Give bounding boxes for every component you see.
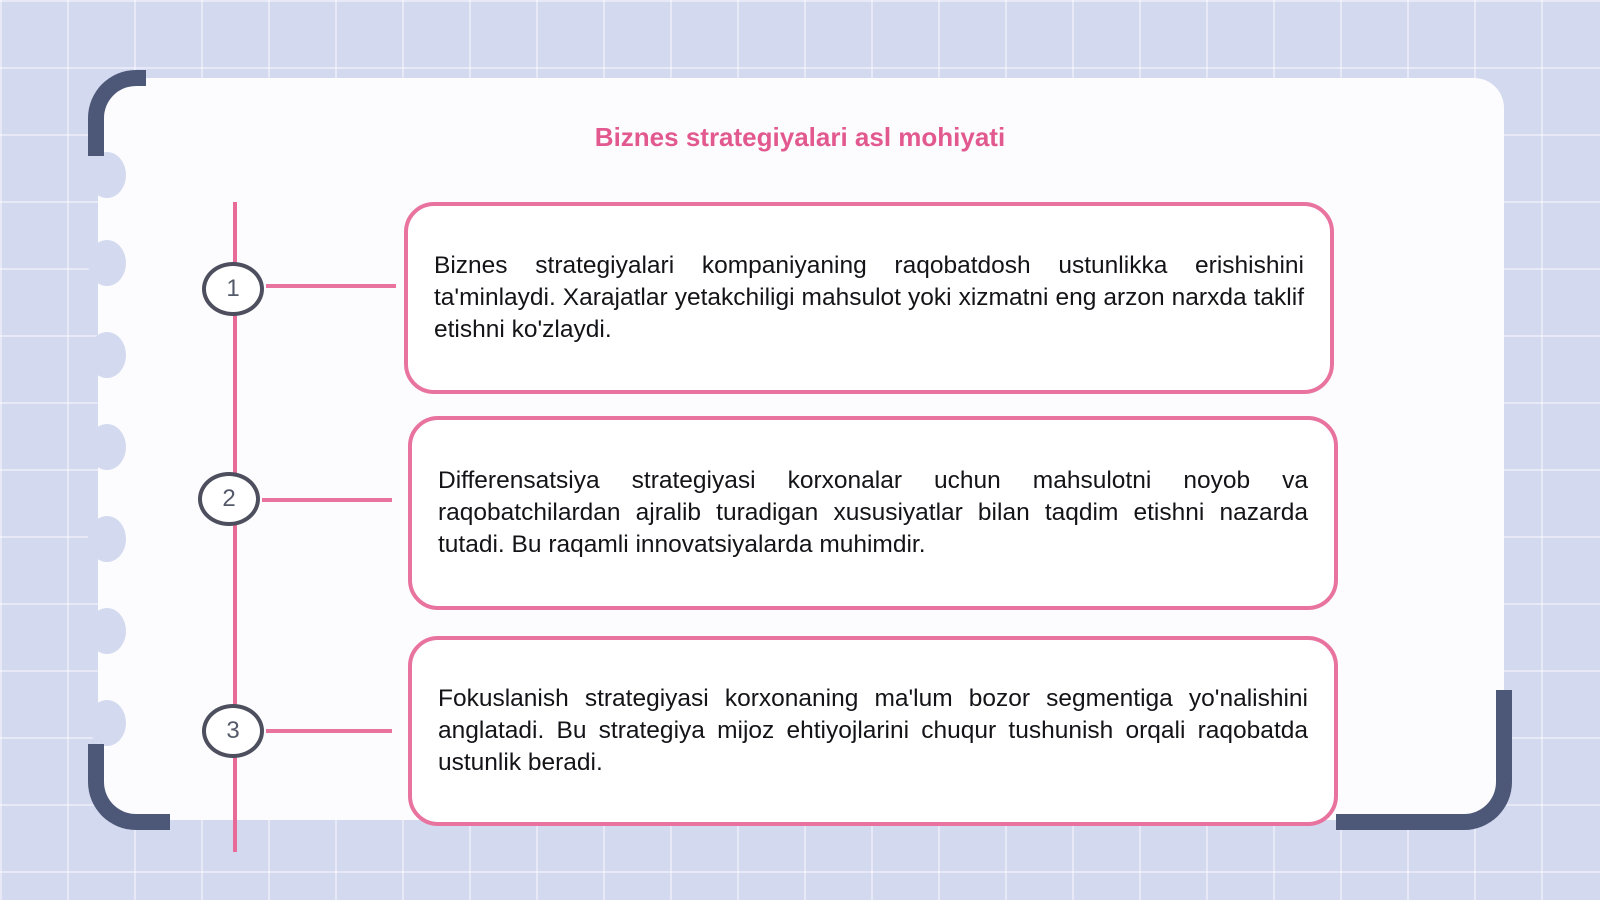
paper-notch	[88, 152, 126, 198]
paper-notch	[88, 240, 126, 286]
paper-notch	[88, 332, 126, 378]
corner-bracket-top-left	[88, 70, 146, 156]
step-card-2	[408, 416, 1338, 610]
step-text-1: Biznes strategiyalari kompaniyaning raqobatdosh ustunlikka erishishini ta'minlaydi. Xarajatlar yetakchiligi mahsulot yoki xizmatni eng arzon narxda taklif etishni ko'zlaydi.	[434, 252, 1304, 343]
corner-bracket-bottom-right	[1336, 690, 1512, 830]
slide-title: Biznes strategiyalari asl mohiyati	[594, 122, 1006, 152]
step-number-badge-3: 3	[202, 704, 264, 758]
step-text-2: Differensatsiya strategiyasi korxonalar uchun mahsulotni noyob va raqobatchilardan ajralib turadigan xususiyatlar bilan taqdim etishni nazarda tutadi. Bu raqamli innovatsiyalarda muhimdir.	[438, 467, 1308, 558]
step-card-3	[408, 636, 1338, 826]
corner-bracket-bottom-left	[88, 744, 170, 830]
step-card-1	[404, 202, 1334, 394]
step-number-badge-1: 1	[202, 262, 264, 316]
paper-notch	[88, 700, 126, 746]
timeline-connector-1	[266, 284, 396, 288]
timeline-connector-3	[266, 729, 392, 733]
step-number-badge-2: 2	[198, 472, 260, 526]
paper-notch	[88, 608, 126, 654]
paper-notch	[88, 424, 126, 470]
paper-notch	[88, 516, 126, 562]
step-text-3: Fokuslanish strategiyasi korxonaning ma'lum bozor segmentiga yo'nalishini anglatadi. Bu strategiya mijoz ehtiyojlarini chuqur tushunish orqali raqobatda ustunlik beradi.	[438, 685, 1308, 776]
timeline-connector-2	[262, 498, 392, 502]
